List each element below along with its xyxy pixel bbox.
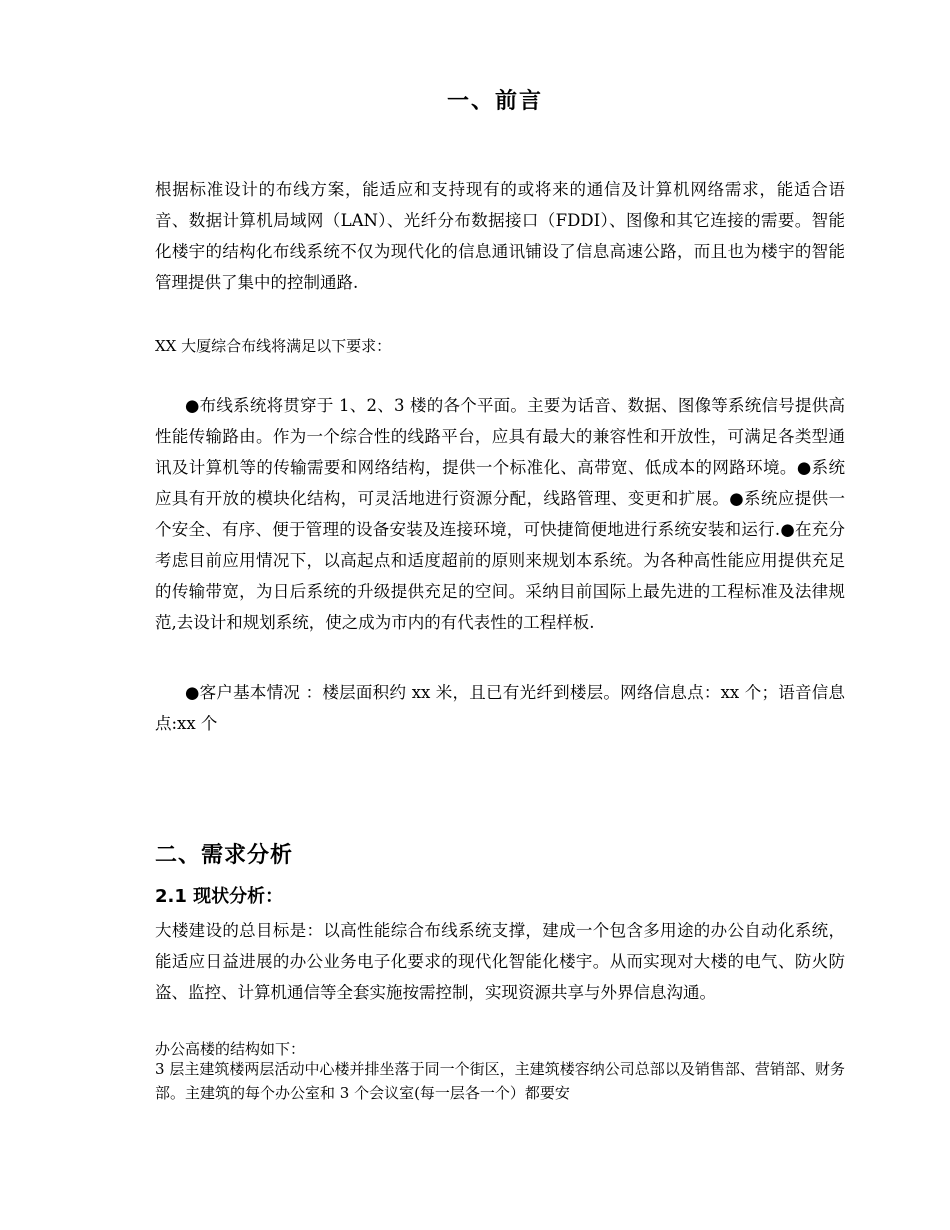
section-title-requirements-analysis: 二、需求分析: [155, 843, 294, 868]
requirements-paragraph: ●布线系统将贯穿于 1、2、3 楼的各个平面。主要为话音、数据、图像等系统信号提供高性能传输路由。作为一个综合性的线路平台，应具有最大的兼容性和开放性，可满足各类型通讯及计算机等的传输需要和网络结构，提供一个标准化、高带宽、低成本的网路环境。●系统应具有开放的模块化结构，可灵活地进行资源分配，线路管理、变更和扩展。●系统应提供一个安全、有序、便于管理的设备安装及连接环境，可快捷简便地进行系统安装和运行.●在充分考虑目前应用情况下，以高起点和适度超前的原则来规划本系统。为各种高性能应用提供充足的传输带宽，为日后系统的升级提供充足的空间。采纳目前国际上最先进的工程标准及法律规范,去设计和规划系统，使之成为市内的有代表性的工程样板.: [155, 396, 845, 632]
intro-paragraph: 根据标准设计的布线方案，能适应和支持现有的或将来的通信及计算机网络需求，能适合语音、数据计算机局域网（LAN）、光纤分布数据接口（FDDI）、图像和其它连接的需要。智能化楼宇的结构化布线系统不仅为现代化的信息通讯铺设了信息高速公路，而且也为楼宇的智能管理提供了集中的控制通路.: [155, 180, 845, 292]
goal-paragraph: 大楼建设的总目标是：以高性能综合布线系统支撑，建成一个包含多用途的办公自动化系统，能适应日益进展的办公业务电子化要求的现代化智能化楼宇。从而实现对大楼的电气、防火防盗、监控、计算机通信等全套实施按需控制，实现资源共享与外界信息沟通。: [155, 921, 845, 1002]
subsection-title-status-analysis: 2.1 现状分析：: [155, 886, 284, 907]
structure-paragraph: 3 层主建筑楼两层活动中心楼并排坐落于同一个街区，主建筑楼容纳公司总部以及销售部、营销部、财务部。主建筑的每个办公室和 3 个会议室(每一层各一个）都要安: [155, 1060, 845, 1102]
customer-info-paragraph: ●客户基本情况 ：楼层面积约 xx 米，且已有光纤到楼层。网络信息点：xx 个；语音信息点:xx 个: [155, 683, 845, 733]
section-title-preface: 一、前言: [446, 89, 543, 114]
requirements-lead: XX 大厦综合布线将满足以下要求：: [155, 337, 392, 355]
structure-lead: 办公高楼的结构如下：: [155, 1040, 306, 1058]
